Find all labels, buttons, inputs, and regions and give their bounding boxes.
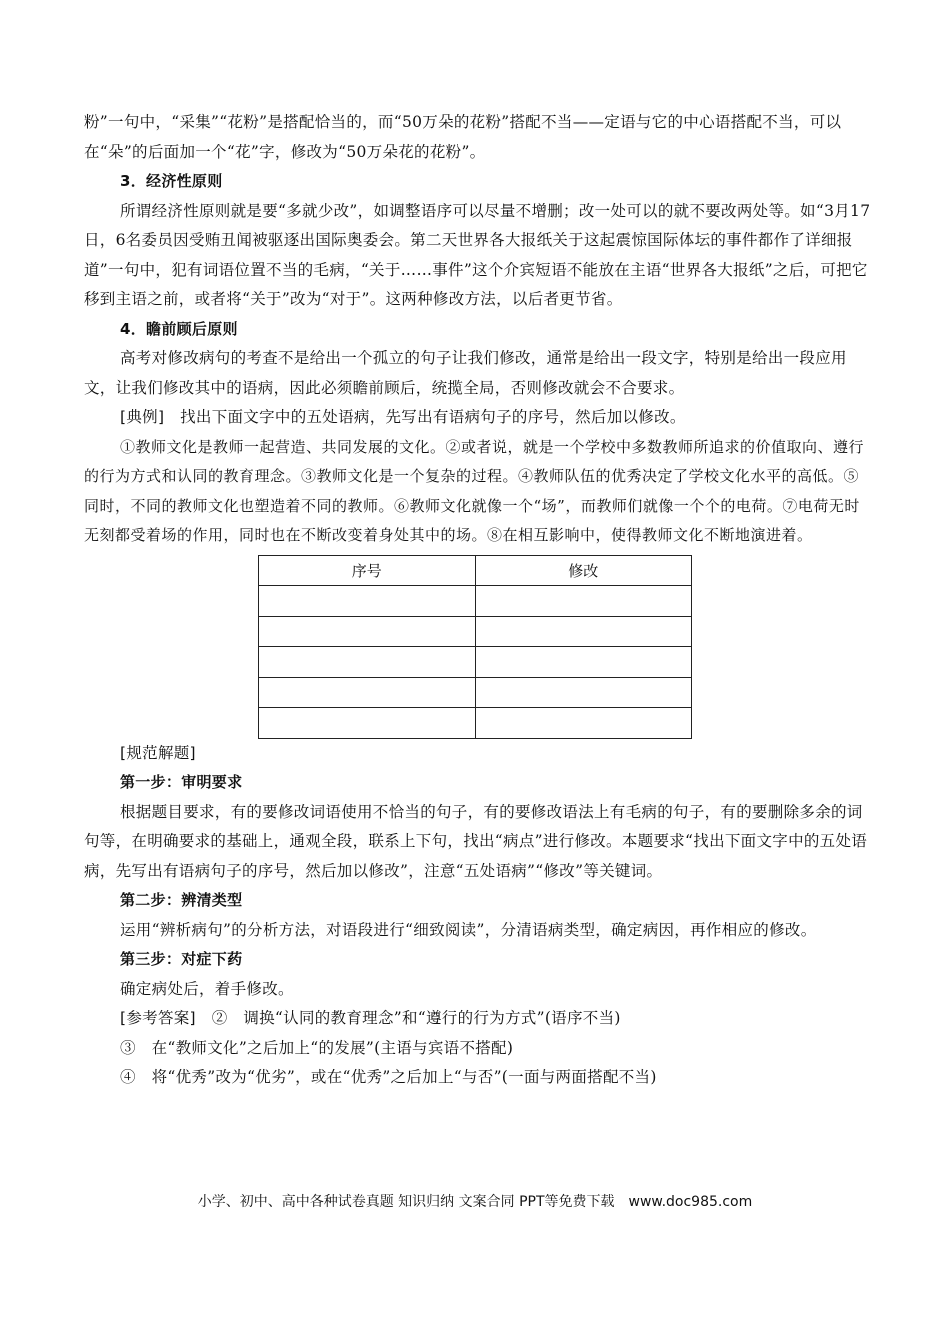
table-cell[interactable] (475, 677, 692, 708)
heading-economy-principle: 3．经济性原则 (120, 172, 223, 190)
step3-title: 第三步：对症下药 (120, 950, 243, 968)
answer-line-2: ③ 在“教师文化”之后加上“的发展”(主语与宾语不搭配) (120, 1038, 514, 1057)
answer-line-1-text: ② 调换“认同的教育理念”和“遵行的行为方式”(语序不当) (211, 1009, 621, 1027)
document-page (84, 108, 874, 1093)
paragraph-economy: 所谓经济性原则就是要“多就少改”，如调整语序可以尽量不增删；改一处可以的就不要改两处等。如“3月17日，6名委员因受贿丑闻被驱逐出国际奥委会。第二天世界各大报纸关于这起震惊国际体坛的事件都作了详细报道”一句中，犯有词语位置不当的毛病，“关于……事件”这个介宾短语不能放在主语“世界各大报纸”之后，可把它移到主语之前，或者将“关于”改为“对于”。这两种修改方法，以后者更节省。 (84, 201, 871, 308)
answer-line-3: ④ 将“优秀”改为“优劣”，或在“优秀”之后加上“与否”(一面与两面搭配不当) (120, 1068, 657, 1086)
step2-text: 运用“辨析病句”的分析方法，对语段进行“细致阅读”，分清语病类型，确定病因，再作相应的修改。 (120, 920, 817, 939)
table-cell[interactable] (475, 616, 692, 647)
step3-text: 确定病处后，着手修改。 (120, 979, 294, 998)
solution-tag: [规范解题] (120, 743, 196, 762)
table-cell[interactable] (475, 586, 692, 617)
step1-title: 第一步：审明要求 (120, 773, 243, 791)
table-cell[interactable] (259, 586, 476, 617)
table-cell[interactable] (259, 647, 476, 678)
table-cell[interactable] (259, 708, 476, 739)
example-tag: [典例] (120, 408, 165, 426)
paragraph-context: 高考对修改病句的考查不是给出一个孤立的句子让我们修改，通常是给出一段文字，特别是给出一段应用文，让我们修改其中的语病，因此必须瞻前顾后，统揽全局，否则修改就会不合要求。 (84, 349, 847, 397)
table-header-revision: 修改 (475, 555, 692, 586)
table-cell[interactable] (475, 647, 692, 678)
paragraph-continuation: 粉”一句中，“采集”“花粉”是搭配恰当的，而“50万朵的花粉”搭配不当——定语与它的中心语搭配不当，可以在“朵”的后面加一个“花”字，修改为“50万朵花的花粉”。 (84, 113, 842, 161)
example-instruction: 找出下面文字中的五处语病，先写出有语病句子的序号，然后加以修改。 (180, 408, 686, 426)
table-row (259, 647, 692, 678)
table-row (259, 708, 692, 739)
table-cell[interactable] (259, 677, 476, 708)
heading-context-principle: 4．瞻前顾后原则 (120, 319, 238, 338)
table-row (259, 586, 692, 617)
table-cell[interactable] (475, 708, 692, 739)
answer-line-1 (84, 1004, 874, 1034)
example-prompt (84, 403, 874, 433)
table-header-index: 序号 (259, 555, 476, 586)
page-footer: 小学、初中、高中各种试卷真题 知识归纳 文案合同 PPT等免费下载 www.doc985.com (197, 1194, 753, 1210)
answer-tag: [参考答案] (120, 1009, 196, 1027)
table-row (259, 616, 692, 647)
table-row (259, 677, 692, 708)
answer-table (258, 555, 692, 739)
table-cell[interactable] (259, 616, 476, 647)
step1-text: 根据题目要求，有的要修改词语使用不恰当的句子，有的要修改语法上有毛病的句子，有的要删除多余的词句等，在明确要求的基础上，通观全段，联系上下句，找出“病点”进行修改。本题要求“找出下面文字中的五处语病，先写出有语病句子的序号，然后加以修改”，注意“五处语病”“修改”等关键词。 (84, 802, 868, 880)
example-passage: ①教师文化是教师一起营造、共同发展的文化。②或者说，就是一个学校中多数教师所追求的价值取向、遵行的行为方式和认同的教育理念。③教师文化是一个复杂的过程。④教师队伍的优秀决定了学校文化水平的高低。⑤同时，不同的教师文化也塑造着不同的教师。⑥教师文化就像一个“场”，而教师们就像一个个的电荷。⑦电荷无时无刻都受着场的作用，同时也在不断改变着身处其中的场。⑧在相互影响中，使得教师文化不断地演进着。 (84, 437, 865, 544)
step2-title: 第二步：辨清类型 (120, 891, 243, 909)
